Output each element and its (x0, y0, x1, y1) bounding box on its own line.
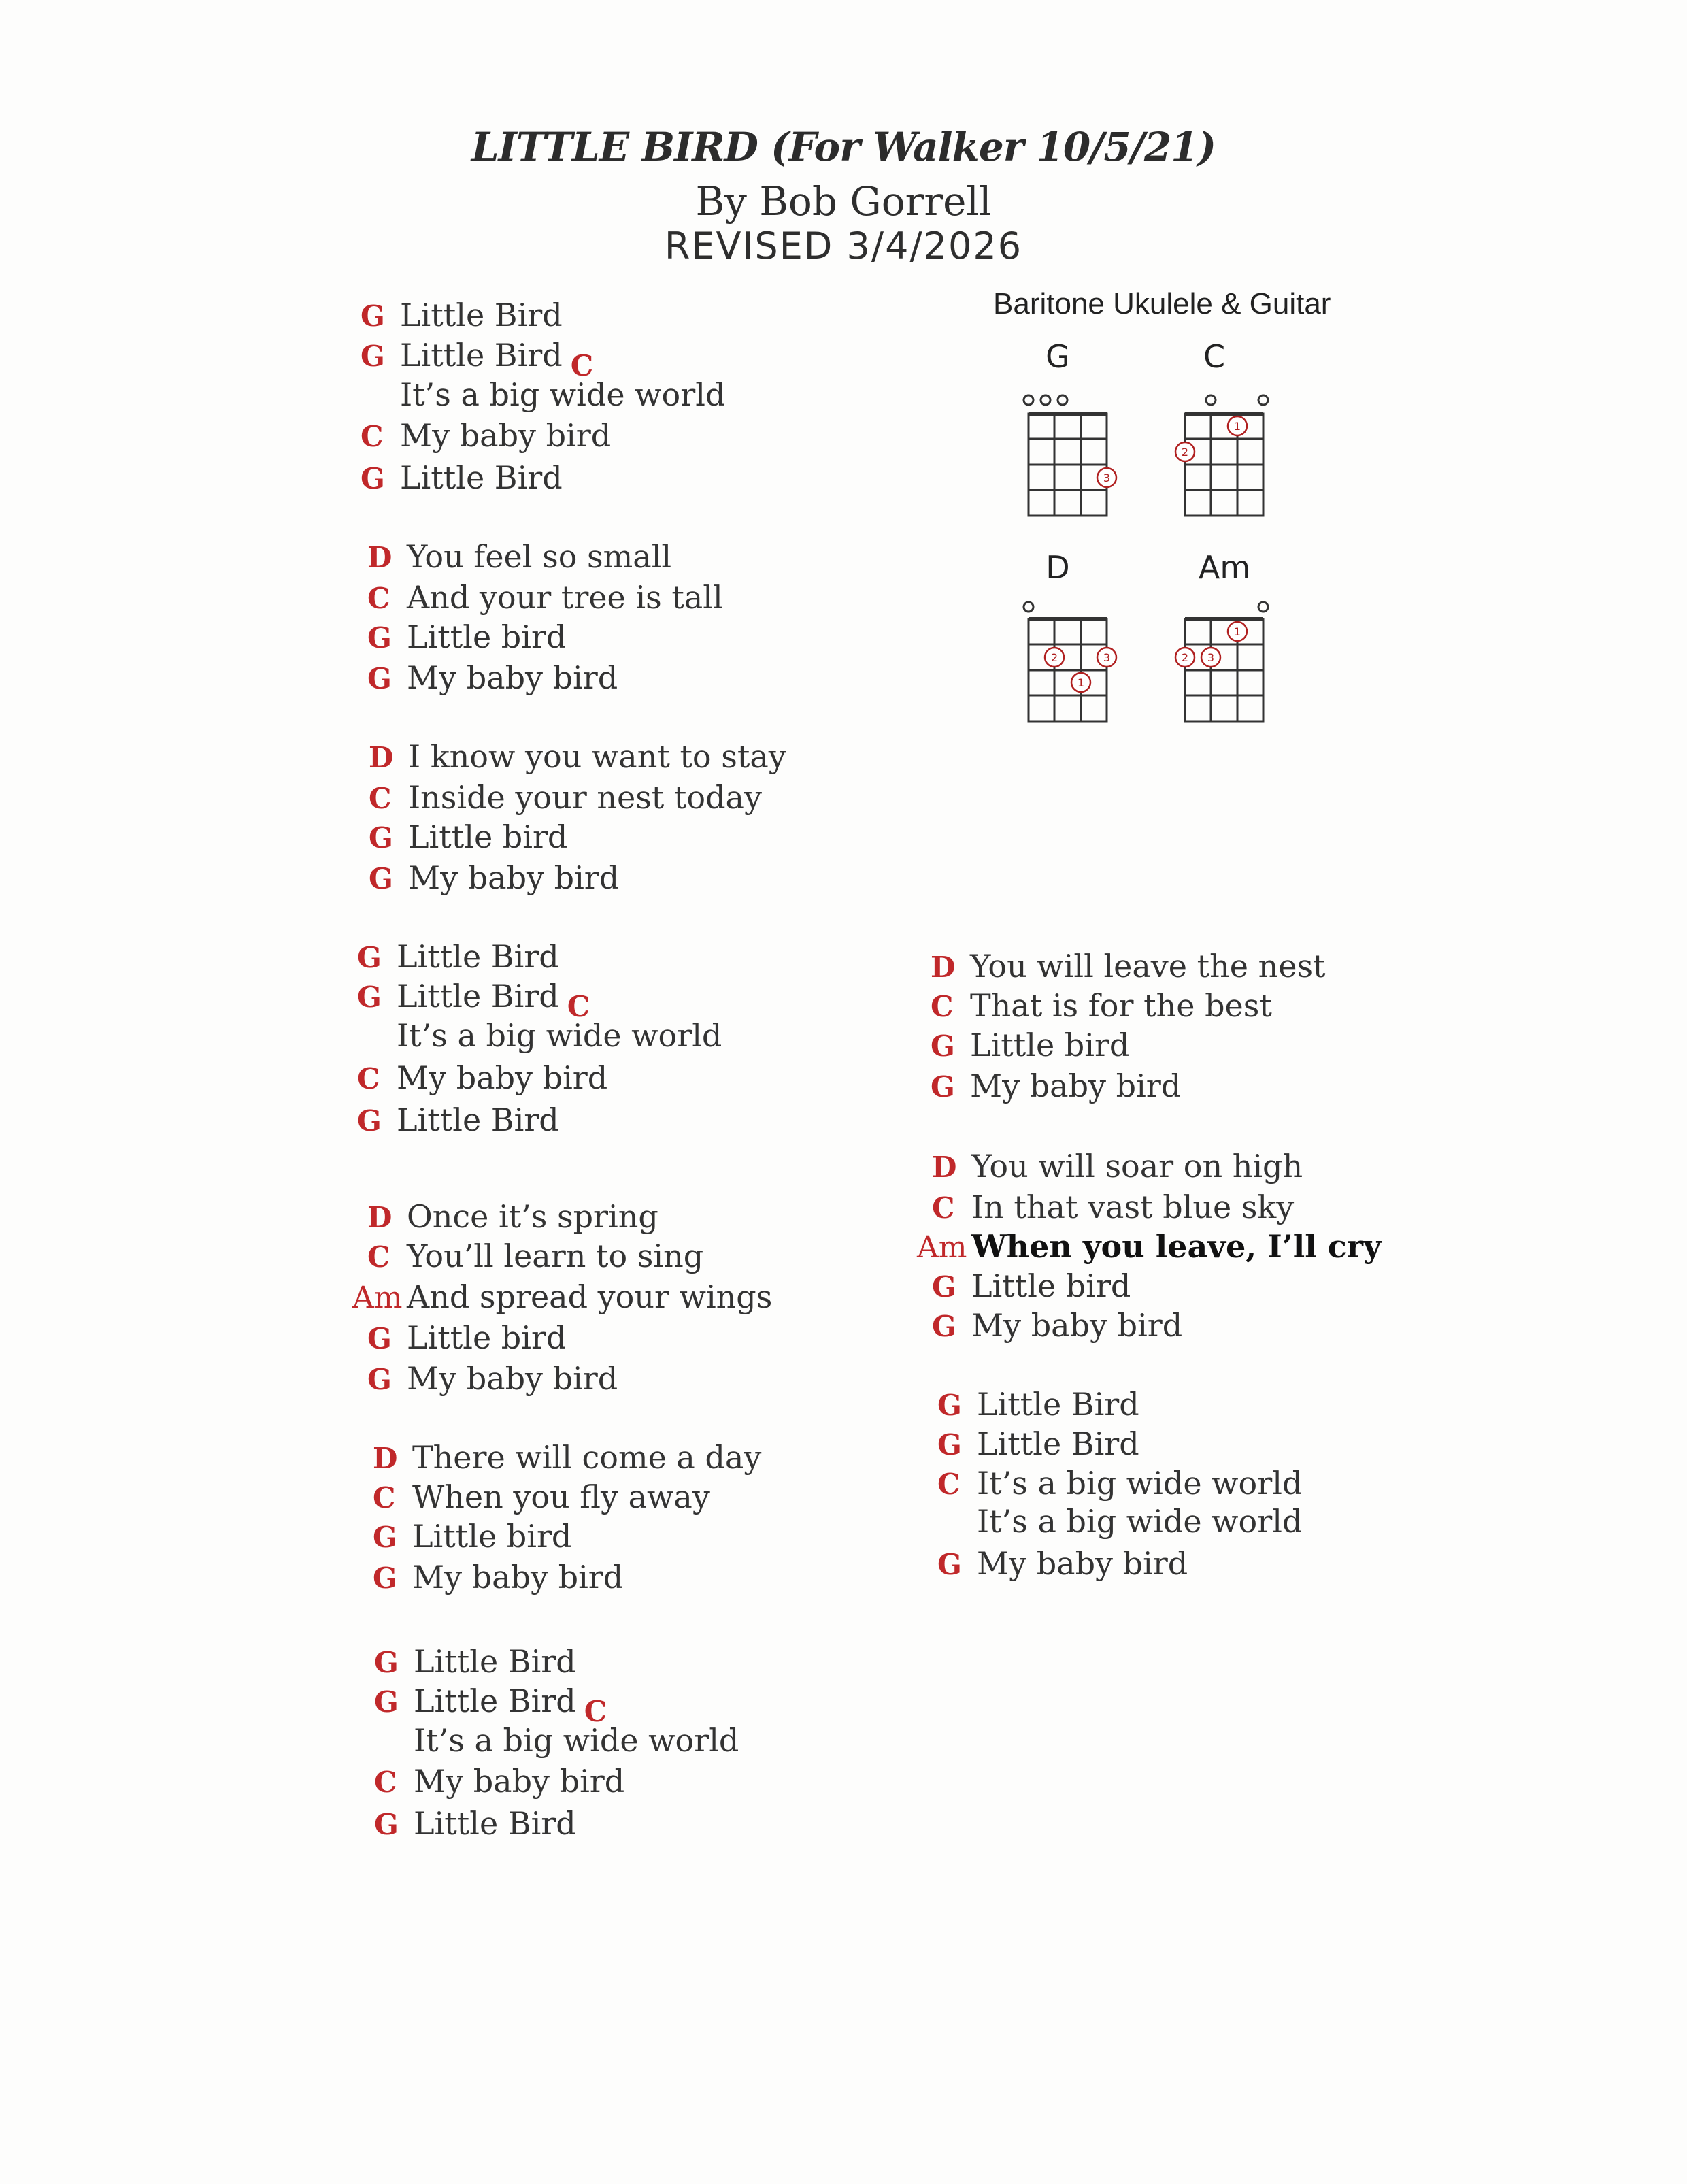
lyric-line (374, 1762, 624, 1802)
lyric-line (361, 459, 563, 498)
lyric-text: My baby bird (407, 659, 618, 696)
chord-label: C (361, 420, 384, 453)
lyric-line (373, 1517, 571, 1557)
lyric-text: It’s a big wide world (414, 1722, 739, 1759)
chord-label: C (932, 1191, 955, 1225)
lyric-line (367, 1197, 658, 1237)
chord-label: G (932, 1270, 956, 1304)
lyric-text: Little Bird (414, 1805, 576, 1842)
lyric-text: It’s a big wide world (397, 1017, 722, 1054)
lyric-line (361, 336, 594, 382)
lyric-line (367, 659, 618, 698)
lyric-text: Little Bird (397, 1102, 559, 1138)
revised-date: REVISED 3/4/2026 (664, 225, 1023, 267)
chord-label: G (369, 862, 393, 895)
chord-diagram-caption: Baritone Ukulele & Guitar (993, 287, 1331, 320)
lyric-text: You will leave the nest (970, 948, 1326, 985)
chord-change-label: C (584, 1695, 607, 1728)
lyric-line (373, 1438, 761, 1478)
chord-label: G (357, 1104, 382, 1138)
lyric-line (931, 1026, 1129, 1065)
lyric-line (373, 1558, 623, 1598)
lyric-text: It’s a big wide world (977, 1465, 1303, 1502)
svg-text:3: 3 (1207, 651, 1215, 664)
lyric-line (932, 1188, 1294, 1227)
lyric-line (357, 1016, 722, 1055)
chord-label: G (357, 941, 382, 974)
lyric-line (932, 1267, 1131, 1306)
lyric-line (367, 578, 723, 618)
lyric-line (367, 618, 566, 657)
svg-text:2: 2 (1181, 446, 1189, 459)
lyric-line (374, 1804, 576, 1844)
lyric-text: Little Bird (414, 1643, 576, 1680)
lyric-line (931, 987, 1272, 1026)
chord-label: G (932, 1310, 956, 1343)
lyric-text: Little Bird (400, 297, 563, 333)
lyric-text: When you fly away (412, 1478, 710, 1515)
chord-label: C (369, 782, 392, 815)
svg-text:2: 2 (1050, 651, 1058, 664)
chord-diagram-label-d: D (1046, 549, 1070, 586)
lyric-line (931, 1067, 1181, 1106)
chord-label: D (367, 1201, 392, 1234)
lyric-line (937, 1385, 1139, 1425)
lyric-text: And spread your wings (407, 1278, 773, 1315)
lyric-text: My baby bird (970, 1068, 1182, 1104)
chord-label: G (367, 621, 392, 655)
lyric-line (937, 1544, 1188, 1584)
lyric-text: My baby bird (414, 1763, 625, 1800)
lyric-line (361, 296, 563, 335)
lyric-line (369, 859, 619, 898)
chord-label: G (357, 980, 382, 1014)
lyric-text: You feel so small (407, 538, 672, 575)
lyric-text: Little bird (971, 1268, 1131, 1304)
chord-diagram-label-am: Am (1198, 549, 1251, 586)
lyric-line (367, 1359, 618, 1399)
lyric-text: Inside your nest today (408, 779, 762, 816)
chord-label: C (373, 1481, 396, 1515)
lyric-line (357, 1101, 559, 1140)
lyric-line (357, 938, 559, 977)
lyric-line (352, 1278, 773, 1317)
chord-diagram-d (1024, 549, 1116, 721)
lyric-text: You’ll learn to sing (407, 1238, 704, 1274)
chord-label: G (369, 821, 393, 855)
chord-diagram-label-g: G (1046, 338, 1070, 375)
lyric-line (357, 1059, 607, 1098)
author-line: By Bob Gorrell (695, 178, 992, 225)
svg-text:1: 1 (1233, 420, 1241, 433)
chord-label: G (361, 340, 385, 373)
chord-label: G (937, 1428, 962, 1461)
chord-label: Am (917, 1230, 967, 1265)
lyric-text: Once it’s spring (407, 1198, 658, 1235)
lyric-text: Little bird (408, 818, 568, 855)
chord-label: G (373, 1561, 397, 1595)
lyric-line (374, 1642, 576, 1682)
chord-label: D (373, 1442, 398, 1475)
chord-label: G (374, 1808, 399, 1841)
lyric-line (932, 1306, 1182, 1346)
lyric-line (367, 1237, 703, 1276)
lyric-text: In that vast blue sky (971, 1189, 1295, 1225)
lyric-text: Little Bird (977, 1425, 1139, 1462)
lyric-text: My baby bird (971, 1307, 1183, 1344)
chord-label: G (931, 1070, 955, 1104)
chord-label: C (931, 990, 954, 1023)
chord-label: G (367, 662, 392, 695)
lyric-line (369, 738, 786, 777)
chord-change-label: C (567, 990, 590, 1023)
chord-change-label: C (570, 349, 594, 382)
chord-diagram-c (1175, 338, 1268, 516)
lyric-text: Little Bird (400, 337, 563, 374)
lyric-text: My baby bird (977, 1545, 1188, 1582)
lyric-text: My baby bird (412, 1559, 624, 1595)
lyric-text: Little Bird (397, 938, 559, 975)
chord-label: G (367, 1322, 392, 1355)
lyric-text: I know you want to stay (408, 738, 786, 775)
lyric-line (357, 977, 590, 1023)
song-title: LITTLE BIRD (For Walker 10/5/21) (471, 124, 1216, 170)
lyric-line (937, 1464, 1302, 1504)
chord-label: G (367, 1363, 392, 1396)
lyric-line (369, 818, 567, 857)
chord-label: G (374, 1685, 399, 1719)
chord-label: C (357, 1062, 380, 1095)
lyric-text: My baby bird (407, 1360, 618, 1397)
svg-text:1: 1 (1077, 676, 1085, 689)
chord-label: G (361, 299, 385, 333)
chord-label: C (367, 1240, 390, 1274)
lyric-line (367, 1319, 566, 1358)
lyric-text: Little Bird (397, 978, 559, 1014)
chord-label: D (367, 541, 392, 574)
chord-label: C (374, 1766, 397, 1799)
lyric-line (361, 376, 725, 414)
lyric-text: My baby bird (397, 1059, 608, 1096)
lyric-text: There will come a day (412, 1439, 762, 1476)
lyric-text: You will soar on high (971, 1148, 1303, 1185)
chord-diagram-label-c: C (1203, 338, 1226, 375)
chord-label: D (369, 741, 394, 774)
chord-diagram-am (1175, 549, 1268, 721)
lyric-text: That is for the best (970, 987, 1272, 1024)
chord-label: G (937, 1389, 962, 1422)
lyric-line (361, 416, 611, 456)
lyric-text: Little bird (412, 1518, 572, 1555)
lyric-text: It’s a big wide world (400, 376, 726, 413)
chord-label: G (937, 1548, 962, 1581)
lyric-text: And your tree is tall (407, 579, 723, 616)
chord-label: G (931, 1029, 955, 1063)
lyric-text: Little Bird (977, 1386, 1139, 1423)
lyric-text: Little bird (970, 1027, 1130, 1063)
chord-label: C (367, 582, 390, 615)
lyric-line (373, 1478, 710, 1517)
chord-label: D (932, 1151, 957, 1184)
chord-label: G (361, 462, 385, 495)
lyric-line (369, 778, 762, 818)
lyric-text: Little bird (407, 1319, 567, 1356)
lyric-line (367, 537, 671, 577)
chord-label: D (931, 950, 956, 984)
lyric-text: Little Bird (400, 459, 563, 496)
lyric-line (932, 1147, 1303, 1187)
chord-label: G (373, 1521, 397, 1554)
svg-text:2: 2 (1181, 651, 1189, 664)
lyric-text: My baby bird (400, 417, 612, 454)
lyric-text: It’s a big wide world (977, 1503, 1303, 1540)
svg-text:1: 1 (1233, 625, 1241, 638)
lyric-line (374, 1721, 739, 1759)
lyric-line (917, 1227, 1382, 1267)
svg-text:3: 3 (1103, 651, 1111, 664)
lyric-line (931, 947, 1326, 987)
lyric-text: Little bird (407, 618, 567, 655)
chord-diagrams (1007, 333, 1306, 769)
lyric-text: Little Bird (414, 1683, 576, 1719)
lyric-line (374, 1682, 607, 1728)
lyric-text: When you leave, I’ll cry (971, 1228, 1382, 1265)
svg-text:3: 3 (1103, 471, 1111, 484)
chord-diagram-g (1024, 338, 1116, 516)
lyric-text: My baby bird (408, 859, 620, 896)
lyric-line (937, 1502, 1302, 1540)
lyric-line (937, 1425, 1139, 1464)
chord-label: Am (352, 1280, 403, 1315)
chord-label: C (937, 1468, 961, 1501)
chord-label: G (374, 1646, 399, 1679)
